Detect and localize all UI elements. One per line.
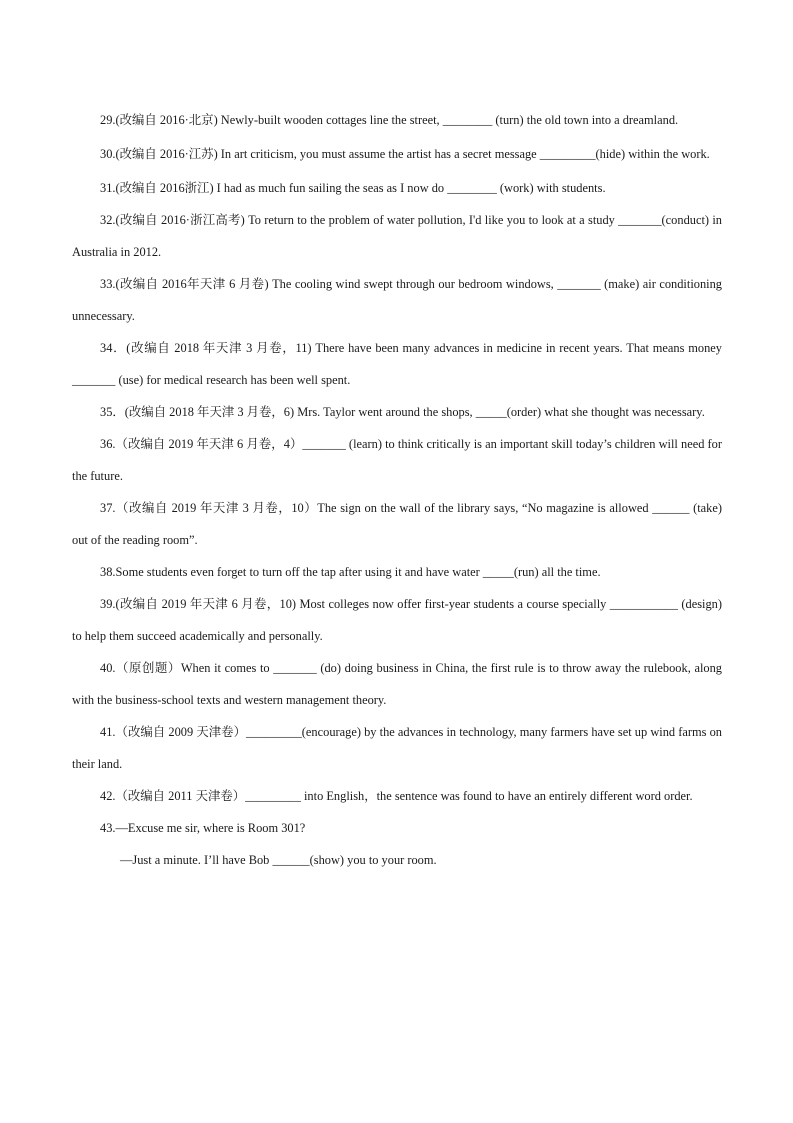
question-31 [72,172,722,204]
question-text: 29.(改编自 2016·北京) Newly-built wooden cottages line the street, ________ (turn) the old town into a dreamland. [100,113,679,127]
question-text: 39.(改编自 2019 年天津 6 月卷，10) Most colleges now offer first-year students a course specially ___________ (design) to help them succeed academically and personally. [72,597,722,643]
question-text: 33.(改编自 2016年天津 6 月卷) The cooling wind swept through our bedroom windows, _______ (make) air conditioning unnecessary. [72,277,722,323]
question-text: 35．(改编自 2018 年天津 3 月卷，6) Mrs. Taylor went around the shops, _____(order) what she thought was necessary. [100,405,705,419]
question-36 [72,428,722,492]
question-text: 42.（改编自 2011 天津卷）_________ into English，the sentence was found to have an entirely different word order. [100,789,693,803]
question-32 [72,204,722,268]
question-42 [72,780,722,812]
question-34 [72,332,722,396]
exercise-page [72,104,722,876]
question-37 [72,492,722,556]
question-29 [72,104,722,136]
question-43-prompt: 43.—Excuse me sir, where is Room 301? [100,821,306,835]
question-text: 31.(改编自 2016浙江) I had as much fun sailing the seas as I now do ________ (work) with students. [100,181,606,195]
question-text: 40.（原创题）When it comes to _______ (do) doing business in China, the first rule is to throw away the rulebook, along with the business-school texts and western management theory. [72,661,722,707]
question-43-reply: —Just a minute. I’ll have Bob ______(show) you to your room. [120,853,437,867]
question-text: 34．(改编自 2018 年天津 3 月卷，11) There have been many advances in medicine in recent years. That means money _______ (use) for medical research has been well spent. [72,341,722,387]
question-38 [72,556,722,588]
question-text: 32.(改编自 2016·浙江高考) To return to the problem of water pollution, I'd like you to look at a study _______(conduct) in Australia in 2012. [72,213,722,259]
question-30 [72,138,722,170]
question-39 [72,588,722,652]
question-text: 36.（改编自 2019 年天津 6 月卷，4）_______ (learn) to think critically is an important skill today’s children will need for the future. [72,437,722,483]
question-text: 38.Some students even forget to turn off the tap after using it and have water _____(run) all the time. [100,565,601,579]
question-40 [72,652,722,716]
question-35 [72,396,722,428]
question-33 [72,268,722,332]
question-text: 41.（改编自 2009 天津卷）_________(encourage) by the advances in technology, many farmers have set up wind farms on their land. [72,725,722,771]
question-41 [72,716,722,780]
question-text: 37.（改编自 2019 年天津 3 月卷，10）The sign on the wall of the library says, “No magazine is allowed ______ (take) out of the reading room”. [72,501,722,547]
question-text: 30.(改编自 2016·江苏) In art criticism, you must assume the artist has a secret message _________(hide) within the work. [100,147,710,161]
